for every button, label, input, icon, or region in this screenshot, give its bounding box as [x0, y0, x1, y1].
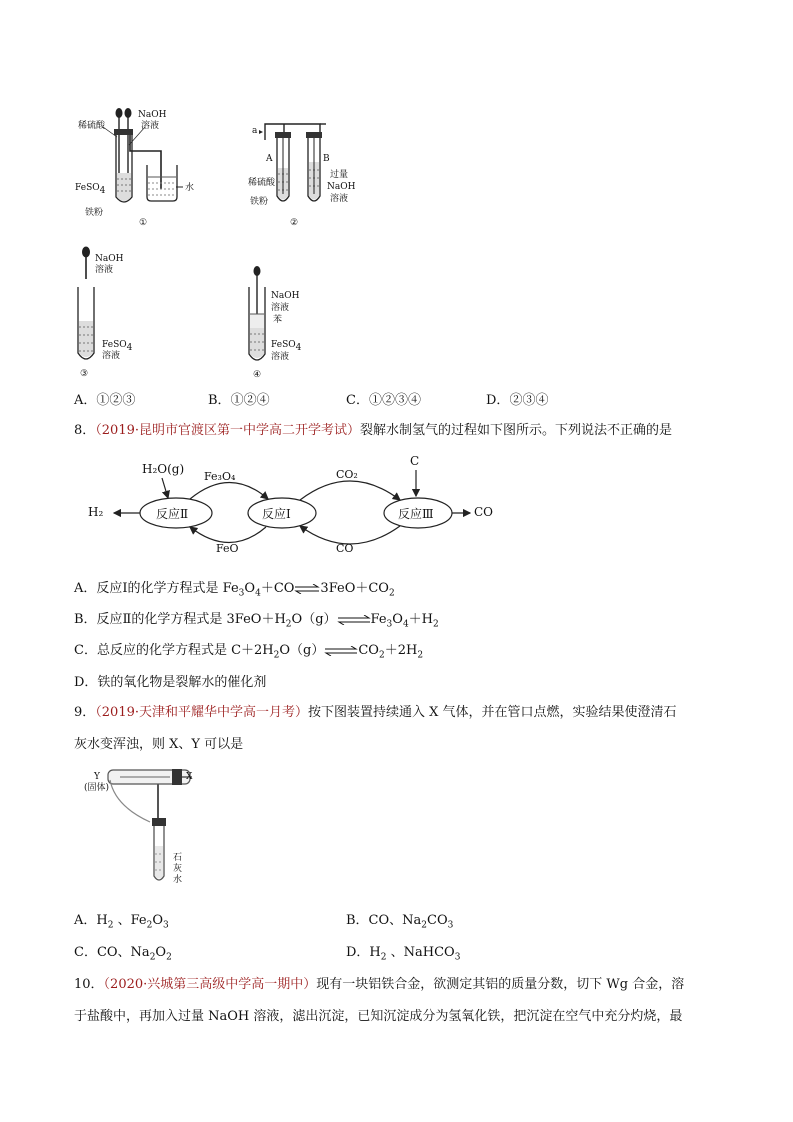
fig4-benzene-label: 苯 — [273, 315, 283, 325]
fig2-clamp-label: a — [252, 126, 258, 136]
q8-co-out-label: CO — [474, 505, 494, 519]
equilibrium-arrow-icon — [337, 615, 371, 625]
fig1-water-label: 水 — [185, 183, 195, 193]
q8-option-c[interactable]: C．总反应的化学方程式是 $C+2H_2O(g)$ $CO_2+2H_2$ — [74, 643, 424, 661]
q10-number: 10． — [74, 977, 104, 992]
apparatus-3-drawing — [75, 243, 170, 383]
fig3-solution2-label: 溶液 — [102, 351, 121, 361]
figure-3 — [75, 243, 170, 383]
q9-y-label: Y — [94, 772, 100, 782]
q9-option-b[interactable]: B．CO、$Na_2CO_3$ — [346, 913, 454, 931]
q7-option-b[interactable]: B．①②④ — [208, 393, 270, 408]
q9-x-label: X — [186, 772, 193, 782]
fig3-number: ③ — [80, 369, 89, 379]
fig1-acid-label: 稀硫酸 — [78, 121, 106, 131]
q9-lime-label-1: 石 — [173, 853, 183, 863]
fig3-solution-label: 溶液 — [95, 265, 114, 275]
fig1-iron-label: 铁粉 — [85, 208, 104, 218]
fig4-solution-label: 溶液 — [271, 303, 290, 313]
fig2-excess-label: 过量 — [330, 170, 349, 180]
q10-source: （2020·兴城第三高级中学高一期中） — [103, 977, 317, 992]
q8-option-b[interactable]: B．反应Ⅱ的化学方程式是 $3FeO+H_2O(g)$ $Fe_3O_4+H_2$ — [74, 612, 439, 630]
q8-co-bottom-label: CO — [336, 542, 354, 555]
fig2-tube-b-label: B — [323, 154, 330, 164]
q9-number: 9． — [74, 705, 96, 720]
apparatus-2-drawing — [250, 110, 370, 232]
fig2-number: ② — [290, 218, 299, 228]
q8-co2-label: CO₂ — [336, 468, 358, 481]
fig2-naoh-label: NaOH — [327, 182, 356, 192]
q8-diagram — [80, 454, 500, 558]
fig2-acid-label: 稀硫酸 — [248, 178, 276, 188]
q9-solid-label: (固体) — [84, 783, 110, 793]
q8-reaction-3-label: 反应Ⅲ — [398, 507, 434, 521]
fig3-feso4-label: FeSO$_4$ — [102, 340, 133, 353]
q10-question: 现有一块铝铁合金，欲测定其铝的质量分数，切下 Wg 合金，溶 — [316, 977, 685, 992]
q8-number: 8． — [74, 423, 96, 438]
q9-stem-line1 — [74, 704, 677, 722]
fig2-iron-label: 铁粉 — [250, 197, 269, 207]
q8-reaction-2-label: 反应Ⅱ — [156, 507, 189, 521]
q8-h2o-label: H₂O(g) — [142, 462, 185, 476]
equilibrium-arrow-icon — [324, 646, 358, 656]
q9-lime-label-3: 水 — [173, 875, 183, 885]
fig4-solution2-label: 溶液 — [271, 352, 290, 362]
fig1-feso4-label: FeSO$_4$ — [75, 183, 106, 196]
fig4-naoh-label: NaOH — [271, 291, 300, 301]
q8-c-label: C — [410, 454, 420, 468]
q8-stem — [74, 422, 672, 440]
fig3-naoh-label: NaOH — [95, 254, 124, 264]
q7-option-d[interactable]: D．②③④ — [486, 393, 549, 408]
figure-4 — [243, 262, 313, 384]
q9-option-d[interactable]: D．$H_2$ 、NaHCO$_3$ — [346, 945, 461, 963]
q9-option-a[interactable]: A．$H_2$ 、$Fe_2O_3$ — [74, 913, 169, 931]
q7-option-c[interactable]: C．①②③④ — [346, 393, 421, 408]
fig1-solution-label: 溶液 — [141, 121, 160, 131]
q8-h2-label: H₂ — [88, 505, 104, 519]
q7-option-a[interactable]: A．①②③ — [74, 393, 136, 408]
q8-source: （2019·昆明市官渡区第一中学高二开学考试） — [95, 423, 360, 438]
figure-1 — [75, 105, 200, 230]
q8-reaction-1-label: 反应Ⅰ — [262, 507, 291, 521]
q8-feo-label: FeO — [216, 542, 239, 555]
q8-option-d[interactable]: D．铁的氧化物是裂解水的催化剂 — [74, 675, 267, 690]
q8-fe3o4-label: Fe₃O₄ — [204, 470, 236, 483]
fig2-tube-a-label: A — [266, 154, 273, 164]
fig2-solution-label: 溶液 — [330, 194, 349, 204]
q8-question: 裂解水制氢气的过程如下图所示。下列说法不正确的是 — [360, 423, 673, 438]
q10-stem-line2: 于盐酸中，再加入过量 NaOH 溶液，滤出沉淀，已知沉淀成分为氢氧化铁，把沉淀在空气中充分灼烧，最 — [74, 1009, 683, 1024]
q9-stem-line2: 灰水变浑浊，则 X、Y 可以是 — [74, 737, 244, 752]
fig4-feso4-label: FeSO$_4$ — [271, 340, 302, 353]
q9-question: 按下图装置持续通入 X 气体，并在管口点燃，实验结果使澄清石 — [308, 705, 677, 720]
fig1-naoh-label: NaOH — [138, 110, 167, 120]
fig1-number: ① — [139, 218, 148, 228]
equilibrium-arrow-icon — [294, 584, 320, 594]
q8-option-a[interactable]: A．反应Ⅰ的化学方程式是 $Fe_3O_4+CO$ $3FeO+CO_2$ — [74, 581, 395, 599]
figure-2 — [250, 110, 370, 232]
fig4-number: ④ — [253, 370, 262, 380]
q9-option-c[interactable]: C．CO、$Na_2O_2$ — [74, 945, 172, 963]
q9-figure — [80, 766, 200, 891]
q9-lime-label-2: 灰 — [173, 864, 183, 874]
q10-stem-line1 — [74, 976, 684, 994]
q9-source: （2019·天津和平耀华中学高一月考） — [95, 705, 308, 720]
